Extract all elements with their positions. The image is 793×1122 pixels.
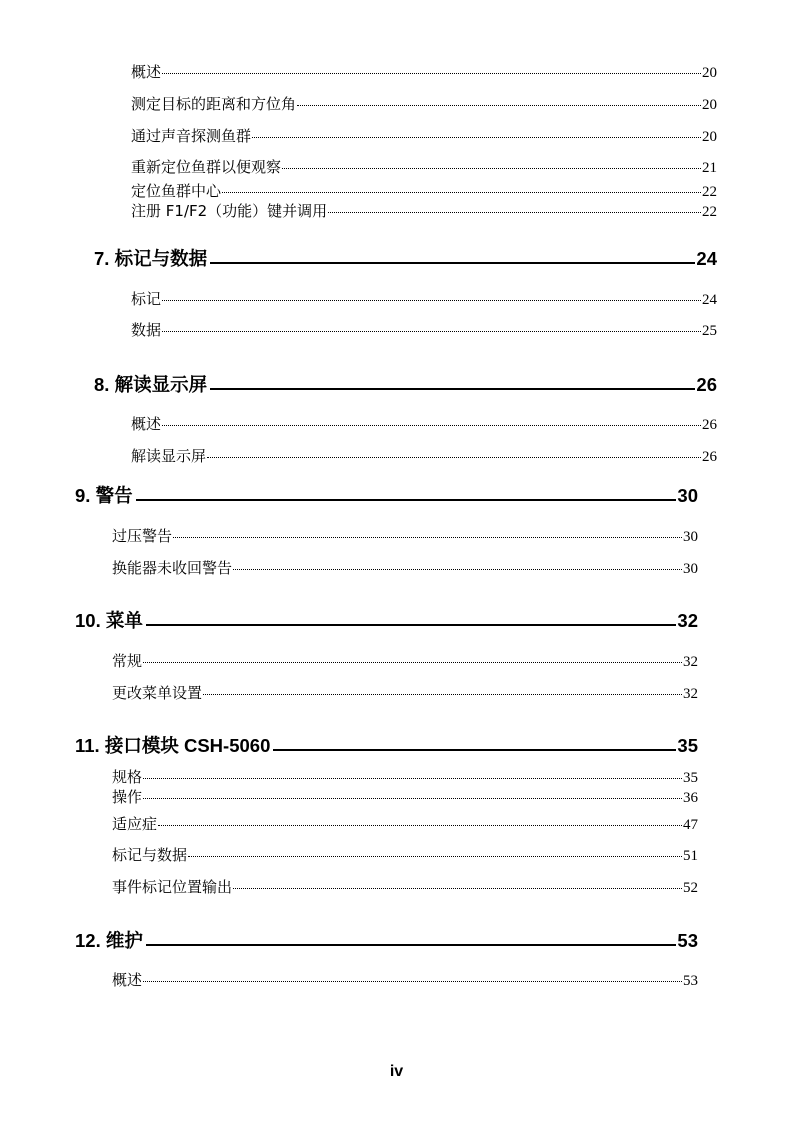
toc-leader (207, 457, 701, 458)
toc-leader (252, 137, 701, 138)
toc-entry-page: 30 (683, 561, 698, 577)
toc-entry[interactable] (112, 970, 698, 990)
toc-entry-title: 重新定位鱼群以便观察 (131, 158, 282, 176)
toc-leader (188, 856, 682, 857)
toc-entry[interactable] (112, 651, 698, 671)
toc-entry[interactable] (131, 62, 717, 82)
toc-leader (143, 798, 682, 799)
chapter-page: 24 (696, 248, 717, 269)
toc-entry[interactable] (112, 814, 698, 834)
chapter-heading[interactable] (75, 733, 698, 759)
chapter-page: 26 (696, 374, 717, 395)
chapter-heading[interactable] (75, 608, 698, 634)
chapter-page: 32 (677, 610, 698, 631)
toc-leader (162, 425, 701, 426)
toc-leader (173, 537, 682, 538)
chapter-page: 35 (677, 735, 698, 756)
chapter-rule (210, 262, 695, 264)
toc-leader (143, 981, 682, 982)
chapter-title: 12. 维护 (75, 930, 143, 951)
chapter-title: 10. 菜单 (75, 610, 143, 631)
toc-entry[interactable] (131, 157, 717, 177)
toc-entry-page: 22 (702, 204, 717, 220)
toc-entry[interactable] (131, 414, 717, 434)
toc-entry-page: 26 (702, 417, 717, 433)
toc-entry-title: 通过声音探测鱼群 (131, 127, 252, 145)
chapter-page: 53 (677, 930, 698, 951)
chapter-rule (273, 749, 676, 751)
toc-leader (162, 73, 701, 74)
toc-leader (233, 888, 682, 889)
toc-entry-title: 过压警告 (112, 527, 173, 545)
toc-entry-page: 30 (683, 529, 698, 545)
toc-leader (297, 105, 701, 106)
chapter-rule (146, 944, 677, 946)
toc-leader (222, 192, 701, 193)
toc-entry[interactable] (112, 845, 698, 865)
toc-entry-title: 注册 F1/F2（功能）键并调用 (131, 202, 328, 220)
toc-entry-title: 标记与数据 (112, 846, 188, 864)
toc-entry-page: 32 (683, 686, 698, 702)
toc-entry-title: 概述 (112, 971, 143, 989)
toc-entry-page: 52 (683, 880, 698, 896)
toc-leader (162, 300, 701, 301)
chapter-title: 7. 标记与数据 (94, 248, 208, 269)
toc-entry[interactable] (131, 94, 717, 114)
page-number: iv (389, 1063, 404, 1080)
toc-entry-page: 36 (683, 790, 698, 806)
toc-entry[interactable] (112, 683, 698, 703)
toc-entry-page: 22 (702, 184, 717, 200)
chapter-page: 30 (677, 485, 698, 506)
toc-leader (203, 694, 682, 695)
toc-entry-title: 概述 (131, 63, 162, 81)
toc-entry-page: 35 (683, 770, 698, 786)
toc-entry-title: 规格 (112, 768, 143, 786)
toc-entry[interactable] (112, 526, 698, 546)
toc-entry-page: 53 (683, 973, 698, 989)
toc-entry-title: 换能器未收回警告 (112, 559, 233, 577)
toc-leader (143, 662, 682, 663)
toc-entry-page: 51 (683, 848, 698, 864)
chapter-title: 8. 解读显示屏 (94, 374, 208, 395)
chapter-heading[interactable] (75, 483, 698, 509)
toc-entry-page: 25 (702, 323, 717, 339)
chapter-heading[interactable] (75, 928, 698, 954)
toc-leader (162, 331, 701, 332)
chapter-heading[interactable] (94, 372, 717, 398)
toc-entry[interactable] (131, 289, 717, 309)
toc-leader (158, 825, 682, 826)
toc-entry-title: 解读显示屏 (131, 447, 207, 465)
toc-entry-title: 概述 (131, 415, 162, 433)
toc-leader (282, 168, 701, 169)
toc-entry[interactable] (131, 201, 717, 221)
chapter-heading[interactable] (94, 246, 717, 272)
toc-entry[interactable] (112, 767, 698, 787)
chapter-title: 9. 警告 (75, 485, 133, 506)
chapter-title: 11. 接口模块 CSH-5060 (75, 735, 271, 756)
chapter-rule (136, 499, 677, 501)
toc-entry-title: 常规 (112, 652, 143, 670)
toc-entry-page: 32 (683, 654, 698, 670)
toc-entry-title: 标记 (131, 290, 162, 308)
toc-entry-page: 24 (702, 292, 717, 308)
toc-entry-title: 操作 (112, 788, 143, 806)
toc-entry-page: 20 (702, 129, 717, 145)
toc-entry-title: 数据 (131, 321, 162, 339)
toc-entry-page: 21 (702, 160, 717, 176)
toc-entry-title: 事件标记位置输出 (112, 878, 233, 896)
toc-entry[interactable] (131, 126, 717, 146)
toc-entry[interactable] (112, 787, 698, 807)
toc-entry-title: 测定目标的距离和方位角 (131, 95, 297, 113)
toc-entry[interactable] (131, 181, 717, 201)
toc-entry[interactable] (131, 320, 717, 340)
toc-entry[interactable] (131, 446, 717, 466)
toc-entry[interactable] (112, 877, 698, 897)
toc-entry-title: 更改菜单设置 (112, 684, 203, 702)
toc-entry-page: 47 (683, 817, 698, 833)
chapter-rule (210, 388, 695, 390)
chapter-rule (146, 624, 677, 626)
toc-entry-page: 26 (702, 449, 717, 465)
toc-entry[interactable] (112, 558, 698, 578)
toc-entry-title: 定位鱼群中心 (131, 182, 222, 200)
toc-entry-title: 适应症 (112, 815, 158, 833)
toc-leader (328, 212, 701, 213)
toc-entry-page: 20 (702, 65, 717, 81)
toc-leader (143, 778, 682, 779)
toc-entry-page: 20 (702, 97, 717, 113)
toc-leader (233, 569, 682, 570)
